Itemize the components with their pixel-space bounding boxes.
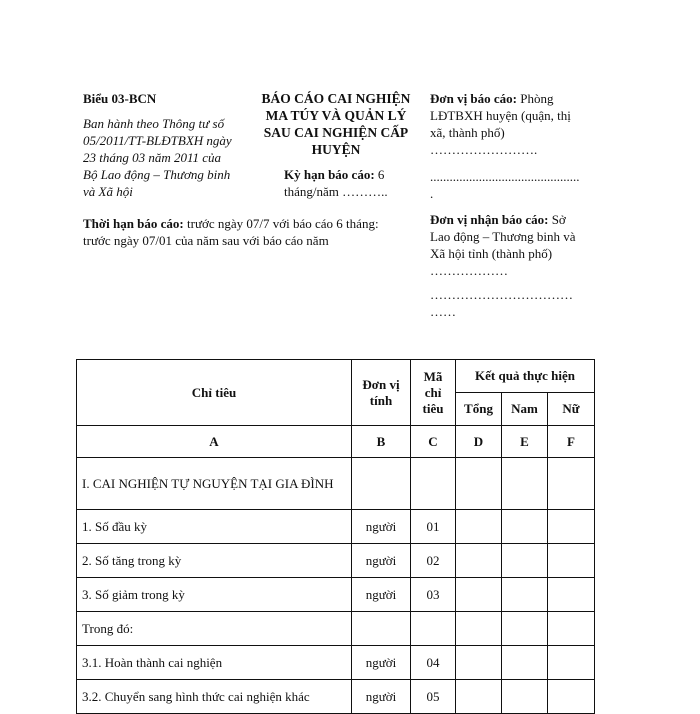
issued-line: 05/2011/TT-BLĐTBXH ngày <box>83 133 232 148</box>
header-male: Nam <box>502 393 548 426</box>
table-row <box>77 578 595 612</box>
row-indicator: 2. Số tăng trong kỳ <box>77 544 352 578</box>
report-table <box>76 359 595 714</box>
title-line: BÁO CÁO CAI NGHIỆN <box>261 91 411 106</box>
row-unit <box>352 458 411 510</box>
report-period <box>256 166 416 183</box>
cell-female <box>548 646 595 680</box>
deadline-line: trước ngày 07/01 của năm sau với báo cáo năm <box>83 233 329 248</box>
report-title-block <box>256 90 416 200</box>
table-row <box>77 612 595 646</box>
row-unit <box>352 612 411 646</box>
receiving-line: …… <box>430 304 456 319</box>
cell-female <box>548 612 595 646</box>
header-indicator: Chỉ tiêu <box>77 360 352 426</box>
table-row <box>77 646 595 680</box>
reporting-line: .............................................. <box>430 169 580 184</box>
reporting-unit-label: Đơn vị báo cáo: <box>430 91 518 106</box>
cell-total <box>456 458 502 510</box>
row-unit: người <box>352 646 411 680</box>
table-row <box>77 680 595 714</box>
column-letter: E <box>502 426 548 458</box>
deadline-value: trước ngày 07/7 với báo cáo 6 tháng: <box>183 216 379 231</box>
row-unit: người <box>352 680 411 714</box>
header-female: Nữ <box>548 393 595 426</box>
row-code <box>411 458 456 510</box>
reporting-line: LĐTBXH huyện (quận, thị <box>430 108 571 123</box>
column-letter-row <box>77 426 595 458</box>
period-label: Kỳ hạn báo cáo: <box>284 167 375 182</box>
reporting-line: ……………………. <box>430 142 538 157</box>
cell-male <box>502 680 548 714</box>
header-unit: Đơn vị tính <box>352 360 411 426</box>
row-unit: người <box>352 578 411 612</box>
table-row <box>77 510 595 544</box>
cell-male <box>502 458 548 510</box>
column-letter: D <box>456 426 502 458</box>
cell-female <box>548 578 595 612</box>
cell-female <box>548 510 595 544</box>
receiving-line: ……………… <box>430 263 508 278</box>
row-indicator: 3. Số giảm trong kỳ <box>77 578 352 612</box>
cell-female <box>548 458 595 510</box>
cell-male <box>502 646 548 680</box>
header-left <box>83 90 268 200</box>
header-results: Kết quả thực hiện <box>456 360 595 393</box>
row-code: 05 <box>411 680 456 714</box>
receiving-unit-label: Đơn vị nhận báo cáo: <box>430 212 549 227</box>
period-line: tháng/năm ……….. <box>284 184 388 199</box>
cell-total <box>456 680 502 714</box>
report-title <box>256 90 416 158</box>
cell-male <box>502 544 548 578</box>
reporting-line: xã, thành phố) <box>430 125 505 140</box>
cell-total <box>456 646 502 680</box>
row-code: 03 <box>411 578 456 612</box>
header-right <box>430 90 600 320</box>
cell-total <box>456 510 502 544</box>
column-letter: C <box>411 426 456 458</box>
form-code: Biểu 03-BCN <box>83 91 157 106</box>
deadline-label: Thời hạn báo cáo: <box>83 216 184 231</box>
issued-line: Ban hành theo Thông tư số <box>83 116 225 131</box>
cell-total <box>456 578 502 612</box>
title-line: HUYỆN <box>311 142 361 157</box>
cell-female <box>548 680 595 714</box>
report-deadline <box>83 215 403 249</box>
row-code: 02 <box>411 544 456 578</box>
receiving-unit <box>430 211 600 228</box>
column-letter: F <box>548 426 595 458</box>
row-indicator: I. CAI NGHIỆN TỰ NGUYỆN TẠI GIA ĐÌNH <box>77 458 352 510</box>
cell-male <box>502 510 548 544</box>
issued-line: 23 tháng 03 năm 2011 của <box>83 150 222 165</box>
reporting-unit-value: Phòng <box>517 91 554 106</box>
row-unit: người <box>352 510 411 544</box>
row-indicator: 1. Số đầu kỳ <box>77 510 352 544</box>
row-code: 01 <box>411 510 456 544</box>
row-unit: người <box>352 544 411 578</box>
row-code <box>411 612 456 646</box>
issued-line: và Xã hội <box>83 184 133 199</box>
column-letter: A <box>77 426 352 458</box>
receiving-line: Xã hội tỉnh (thành phố) <box>430 246 553 261</box>
issued-line: Bộ Lao động – Thương binh <box>83 167 231 182</box>
row-indicator: 3.1. Hoàn thành cai nghiện <box>77 646 352 680</box>
period-value: 6 <box>374 167 385 182</box>
column-letter: B <box>352 426 411 458</box>
cell-female <box>548 544 595 578</box>
reporting-unit <box>430 90 600 107</box>
cell-total <box>456 544 502 578</box>
cell-male <box>502 612 548 646</box>
reporting-line: . <box>430 186 434 201</box>
header-total: Tổng <box>456 393 502 426</box>
table-row <box>77 544 595 578</box>
row-code: 04 <box>411 646 456 680</box>
cell-total <box>456 612 502 646</box>
receiving-line: Lao động – Thương binh và <box>430 229 576 244</box>
row-indicator: 3.2. Chuyển sang hình thức cai nghiện khác <box>77 680 352 714</box>
title-line: SAU CAI NGHIỆN CẤP <box>263 125 409 140</box>
row-indicator: Trong đó: <box>77 612 352 646</box>
receiving-line: …………………………… <box>430 287 573 302</box>
header-code: Mã chỉ tiêu <box>411 360 456 426</box>
receiving-unit-value: Sở <box>548 212 566 227</box>
title-line: MA TÚY VÀ QUẢN LÝ <box>265 108 407 123</box>
table-row <box>77 458 595 510</box>
cell-male <box>502 578 548 612</box>
